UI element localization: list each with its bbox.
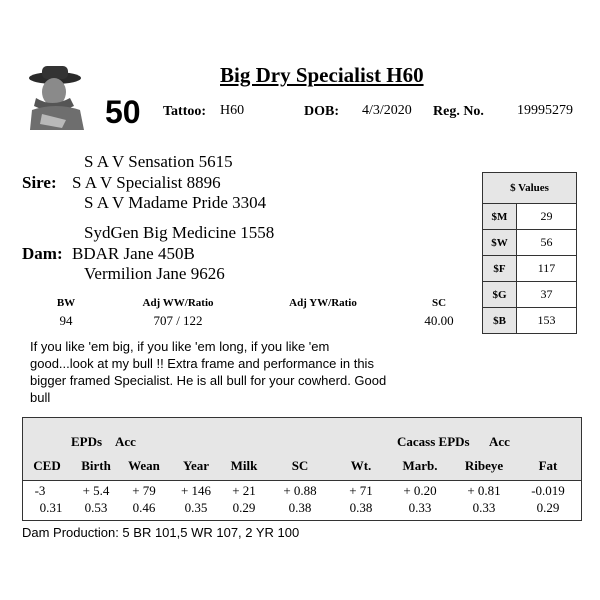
epd-accuracy: 0.46	[132, 500, 156, 515]
dam-dam: Vermilion Jane 9626	[84, 264, 225, 283]
tattoo-label: Tattoo:	[163, 104, 207, 119]
epd-accuracy: 0.31	[39, 500, 63, 515]
dollar-value-number: 56	[517, 230, 576, 255]
sc-label: SC	[431, 297, 447, 309]
reg-value: 19995279	[517, 103, 573, 118]
ww-value: 707 / 122	[153, 313, 203, 328]
epd-value: -3	[34, 483, 46, 498]
epd-table	[22, 417, 582, 521]
epd-value: + 0.20	[403, 483, 437, 498]
epd-col-header: Ribeye	[464, 458, 504, 473]
dollar-value-row	[483, 256, 576, 282]
lot-title: Big Dry Specialist H60	[220, 63, 424, 87]
dam-label: Dam:	[22, 244, 63, 263]
epd-accuracy: 0.29	[232, 500, 256, 515]
dollar-value-row	[483, 282, 576, 308]
epd-acc-label: Acc	[115, 434, 136, 449]
dollar-value-row	[483, 230, 576, 256]
sire-label: Sire:	[22, 173, 57, 192]
dollar-value-number: 117	[517, 256, 576, 281]
epd-accuracy: 0.35	[184, 500, 208, 515]
dam-name: BDAR Jane 450B	[72, 244, 195, 263]
epd-value: + 79	[132, 483, 156, 498]
lot-description: If you like 'em big, if you like 'em long, if you like 'em good...look at my bull !! Extra frame and performance in this bigger framed Specialist. He is all bull for your cowherd. Good bull	[30, 339, 387, 405]
epd-col-header: Wean	[128, 458, 160, 473]
epd-col-header: Wt.	[350, 458, 372, 473]
dollar-value-key: $M	[483, 204, 517, 229]
dam-production: Dam Production: 5 BR 101,5 WR 107, 2 YR 100	[22, 525, 300, 540]
sire-sire: S A V Sensation 5615	[84, 152, 233, 171]
lot-number: 50	[105, 94, 141, 130]
bw-value: 94	[59, 313, 73, 328]
epd-accuracy: 0.38	[288, 500, 312, 515]
tattoo-value: H60	[220, 103, 245, 118]
bw-label: BW	[56, 297, 76, 309]
reg-label: Reg. No.	[433, 104, 484, 119]
epd-value: + 0.81	[467, 483, 501, 498]
dollar-value-key: $F	[483, 256, 517, 281]
carcass-group-label: Cacass EPDs	[397, 434, 470, 449]
epd-col-header: Fat	[538, 458, 558, 473]
dollar-value-row	[483, 308, 576, 333]
dollar-value-number: 37	[517, 282, 576, 307]
epd-value: + 21	[232, 483, 256, 498]
sc-value: 40.00	[424, 313, 454, 328]
epd-col-header: CED	[33, 458, 61, 473]
epd-value: -0.019	[531, 483, 565, 498]
dollar-values-header: $ Values	[483, 173, 576, 204]
epd-col-header: SC	[291, 458, 309, 473]
epd-group-label: EPDs	[71, 434, 103, 449]
seller-photo	[22, 62, 92, 130]
epd-accuracy: 0.33	[408, 500, 432, 515]
dollar-values-table	[482, 172, 577, 334]
epd-accuracy: 0.53	[84, 500, 108, 515]
dob-value: 4/3/2020	[362, 103, 412, 118]
epd-accuracy: 0.33	[472, 500, 496, 515]
epd-value: + 5.4	[82, 483, 110, 498]
epd-accuracy: 0.29	[536, 500, 560, 515]
dollar-value-number: 153	[517, 308, 576, 333]
carcass-acc-label: Acc	[489, 434, 510, 449]
dollar-value-row	[483, 204, 576, 230]
epd-col-header: Milk	[230, 458, 258, 473]
epd-col-header: Year	[183, 458, 209, 473]
dollar-value-number: 29	[517, 204, 576, 229]
dollar-value-key: $G	[483, 282, 517, 307]
epd-value: + 146	[180, 483, 212, 498]
ww-label: Adj WW/Ratio	[142, 297, 214, 309]
sire-name: S A V Specialist 8896	[72, 173, 221, 192]
epd-col-header: Birth	[81, 458, 111, 473]
epd-col-header: Marb.	[402, 458, 438, 473]
dollar-value-key: $W	[483, 230, 517, 255]
epd-value: + 0.88	[283, 483, 317, 498]
yw-label: Adj YW/Ratio	[289, 297, 357, 309]
epd-accuracy: 0.38	[349, 500, 373, 515]
dob-label: DOB:	[304, 104, 339, 119]
sire-dam: S A V Madame Pride 3304	[84, 193, 267, 212]
epd-value: + 71	[349, 483, 373, 498]
dollar-value-key: $B	[483, 308, 517, 333]
dam-sire: SydGen Big Medicine 1558	[84, 223, 275, 242]
